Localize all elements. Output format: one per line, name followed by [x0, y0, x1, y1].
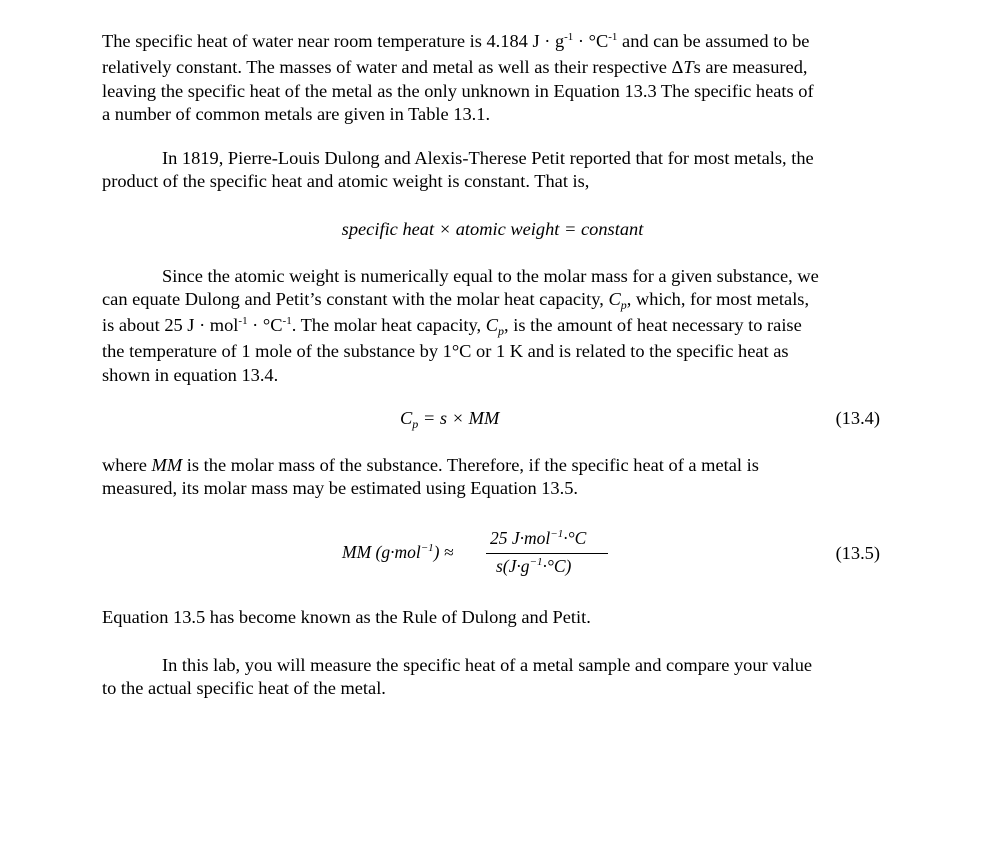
text-span: relatively constant. The masses of water and metal as well as their respective Δ: [102, 57, 684, 78]
text-line: [102, 314, 892, 340]
text-span: can equate Dulong and Petit’s constant with the molar heat capacity,: [102, 289, 609, 310]
italic-variable: C: [400, 408, 413, 428]
superscript: −1: [550, 528, 564, 540]
text-line: In this lab, you will measure the specific heat of a metal sample and compare your value: [162, 655, 813, 675]
text-line: Since the atomic weight is numerically equal to the molar mass for a given substance, we: [162, 266, 819, 286]
text-line: [102, 56, 892, 79]
text-line: [102, 288, 892, 313]
equation-13-5-lhs: [342, 542, 453, 563]
equation-text: ·°C: [563, 528, 587, 548]
text-line: In 1819, Pierre-Louis Dulong and Alexis-Therese Petit reported that for most metals, the: [162, 148, 814, 168]
text-span: is about 25 J · mol: [102, 314, 239, 335]
text-span: , is the amount of heat necessary to raise: [504, 314, 802, 335]
text-span: is the molar mass of the substance. Therefore, if the specific heat of a metal is: [182, 455, 759, 475]
text-line: measured, its molar mass may be estimated using Equation 13.5.: [102, 478, 579, 499]
italic-variable: C: [485, 314, 499, 335]
paragraph-lab-objective: [102, 654, 892, 701]
text-line: product of the specific heat and atomic weight is constant. That is,: [102, 171, 590, 192]
equation-text: ) ≈: [433, 542, 454, 562]
text-line: Equation 13.5 has become known as the Rule of Dulong and Petit.: [102, 607, 591, 627]
text-span: · °C: [573, 31, 609, 51]
paragraph-molar-mass: [102, 454, 892, 501]
equation-13-5-denominator: [496, 556, 571, 577]
fraction-bar: [486, 553, 608, 554]
subscript: p: [412, 417, 419, 431]
equation-text: MM (g·mol: [342, 542, 421, 562]
equation-number-13-4: (13.4): [835, 408, 880, 428]
text-line: the temperature of 1 mole of the substance by 1°C or 1 K and is related to the specific heat as: [102, 341, 789, 362]
italic-variable: C: [608, 289, 621, 310]
superscript: −1: [529, 556, 543, 568]
italic-variable: MM: [151, 455, 183, 475]
text-span: s are measured,: [693, 57, 808, 78]
paragraph-dulong-petit-history: [102, 147, 892, 194]
text-line: [102, 454, 892, 477]
italic-variable: T: [683, 57, 694, 78]
paragraph-rule-statement: [102, 606, 892, 629]
superscript: -1: [608, 31, 618, 43]
equation-constant: specific heat × atomic weight = constant: [341, 219, 644, 239]
superscript: -1: [564, 31, 574, 43]
subscript: p: [498, 323, 505, 338]
equation-number-13-5: (13.5): [835, 543, 880, 563]
text-span: The specific heat of water near room temperature is 4.184 J · g: [102, 31, 565, 51]
equation-13-5-numerator: [490, 528, 586, 549]
text-line: [102, 30, 892, 56]
subscript: p: [620, 298, 627, 313]
text-span: . The molar heat capacity,: [291, 314, 486, 335]
superscript: -1: [282, 314, 292, 327]
paragraph-specific-heat-water: [102, 30, 892, 127]
text-line: to the actual specific heat of the metal.: [102, 678, 386, 699]
superscript: −1: [420, 542, 434, 554]
text-span: · °C: [247, 314, 283, 335]
equation-13-4: [400, 407, 499, 432]
equation-text: ·°C): [542, 556, 572, 576]
paragraph-molar-heat-capacity: [102, 265, 892, 387]
equation-text: s(J·g: [496, 556, 530, 576]
text-span: , which, for most metals,: [626, 289, 810, 310]
text-span: where: [102, 455, 152, 475]
text-line: shown in equation 13.4.: [102, 364, 279, 385]
equation-text: = s × MM: [418, 408, 500, 428]
text-span: and can be assumed to be: [617, 31, 810, 51]
superscript: -1: [238, 314, 248, 327]
equation-text: 25 J·mol: [490, 528, 551, 548]
text-line: a number of common metals are given in Table 13.1.: [102, 104, 491, 125]
text-line: leaving the specific heat of the metal as the only unknown in Equation 13.3 The specific heats of: [102, 80, 814, 101]
